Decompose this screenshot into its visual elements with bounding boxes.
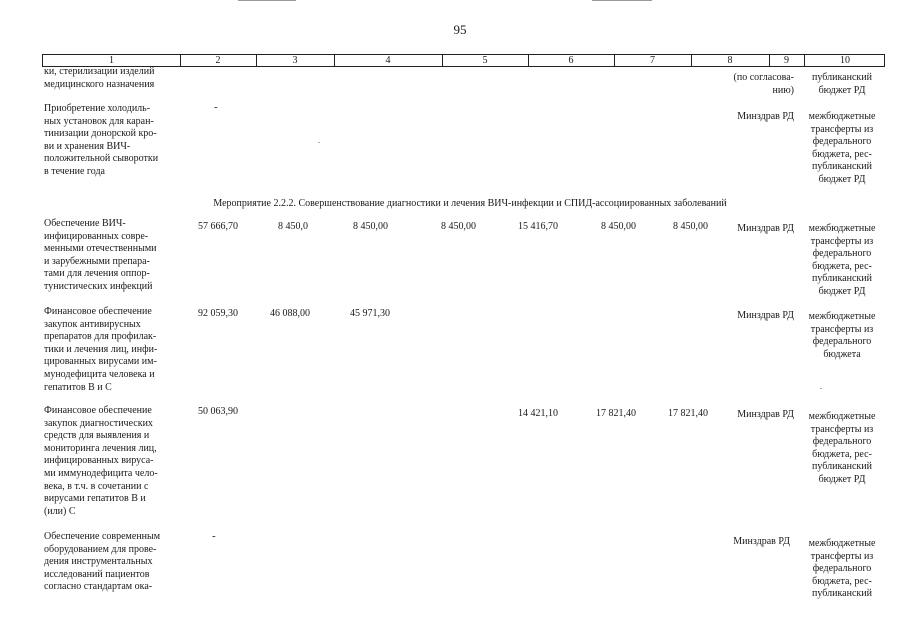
row-executor: Минздрав РД — [737, 223, 794, 234]
top-rule-left — [238, 0, 296, 1]
row-executor: (по согласова- нию) — [733, 72, 794, 96]
row-executor: Минздрав РД — [737, 409, 794, 420]
row-funding-source: межбюджетные трансферты из федерального бюджета, рес- публиканский бюджет РД — [808, 411, 876, 485]
row-description: Финансовое обеспечение закупок диагностических средств для выявления и мониторинга лечения лиц, инфицированных вируса- ми иммунодефицита чело- века, в т.ч. в сочетании с вирусами гепатитов В и (или) С — [44, 405, 158, 517]
row-executor: Минздрав РД — [733, 536, 790, 547]
top-rule-right — [592, 0, 652, 1]
page-number: 95 — [453, 22, 467, 37]
value-col-4: 8 450,00 — [353, 221, 388, 232]
column-header-2: 2 — [180, 55, 257, 67]
value-col-6: 14 421,10 — [518, 408, 558, 419]
column-header-1: 1 — [43, 55, 181, 67]
value-col-3: 8 450,0 — [278, 221, 308, 232]
column-header-7: 7 — [614, 55, 692, 67]
row-funding-source: межбюджетные трансферты из федерального бюджета — [808, 311, 876, 360]
value-col-7: 8 450,00 — [601, 221, 636, 232]
value-col-4: 45 971,30 — [350, 308, 390, 319]
column-header-9: 9 — [769, 55, 805, 67]
value-col-2: 92 059,30 — [198, 308, 238, 319]
row-description: Финансовое обеспечение закупок антивирусных препаратов для профилак- тики и лечения лиц, инфи- цированных вирусами им- мунодефицита человека и гепатитов В и С — [44, 306, 158, 393]
row-funding-source: публиканский бюджет РД — [812, 72, 872, 96]
column-header-10: 10 — [840, 55, 850, 66]
value-col-8: 17 821,40 — [668, 408, 708, 419]
row-description: Обеспечение современным оборудованием для прове- дения инструментальных исследований пациентов согласно стандартам ока- — [44, 531, 161, 593]
column-header-6: 6 — [528, 55, 615, 67]
row-dash: - — [212, 530, 216, 542]
row-description: Приобретение холодиль- ных установок для каран- тинизации донорской кро- ви и хранения ВИЧ- положительной сыворотки в течение года — [44, 103, 159, 177]
scan-speck — [318, 142, 320, 143]
value-col-6: 15 416,70 — [518, 221, 558, 232]
value-col-3: 46 088,00 — [270, 308, 310, 319]
column-header-3: 3 — [256, 55, 335, 67]
row-funding-source: межбюджетные трансферты из федерального бюджета, рес- публиканский бюджет РД — [808, 111, 876, 185]
value-col-2: 50 063,90 — [198, 406, 238, 417]
column-header-8: 8 — [691, 55, 770, 67]
column-header-5: 5 — [442, 55, 529, 67]
value-col-8: 8 450,00 — [673, 221, 708, 232]
value-col-2: 57 666,70 — [198, 221, 238, 232]
section-title: Мероприятие 2.2.2. Совершенствование диагностики и лечения ВИЧ-инфекции и СПИД-ассоциированных заболеваний — [213, 198, 727, 209]
value-col-7: 17 821,40 — [596, 408, 636, 419]
row-dash: - — [214, 101, 218, 113]
row-funding-source: межбюджетные трансферты из федерального бюджета, рес- публиканский бюджет РД — [808, 223, 876, 297]
column-header-4: 4 — [334, 55, 443, 67]
row-funding-source: межбюджетные трансферты из федерального бюджета, рес- публиканский — [808, 538, 876, 600]
value-col-5: 8 450,00 — [441, 221, 476, 232]
row-description: ки, стерилизации изделий медицинского назначения — [44, 66, 155, 90]
row-executor: Минздрав РД — [737, 111, 794, 122]
scan-speck — [820, 388, 822, 389]
row-description: Обеспечение ВИЧ- инфицированных совре- менными отечественными и зарубежными препара- тами для лечения оппор- тунистических инфекций — [44, 218, 157, 292]
row-executor: Минздрав РД — [737, 310, 794, 321]
